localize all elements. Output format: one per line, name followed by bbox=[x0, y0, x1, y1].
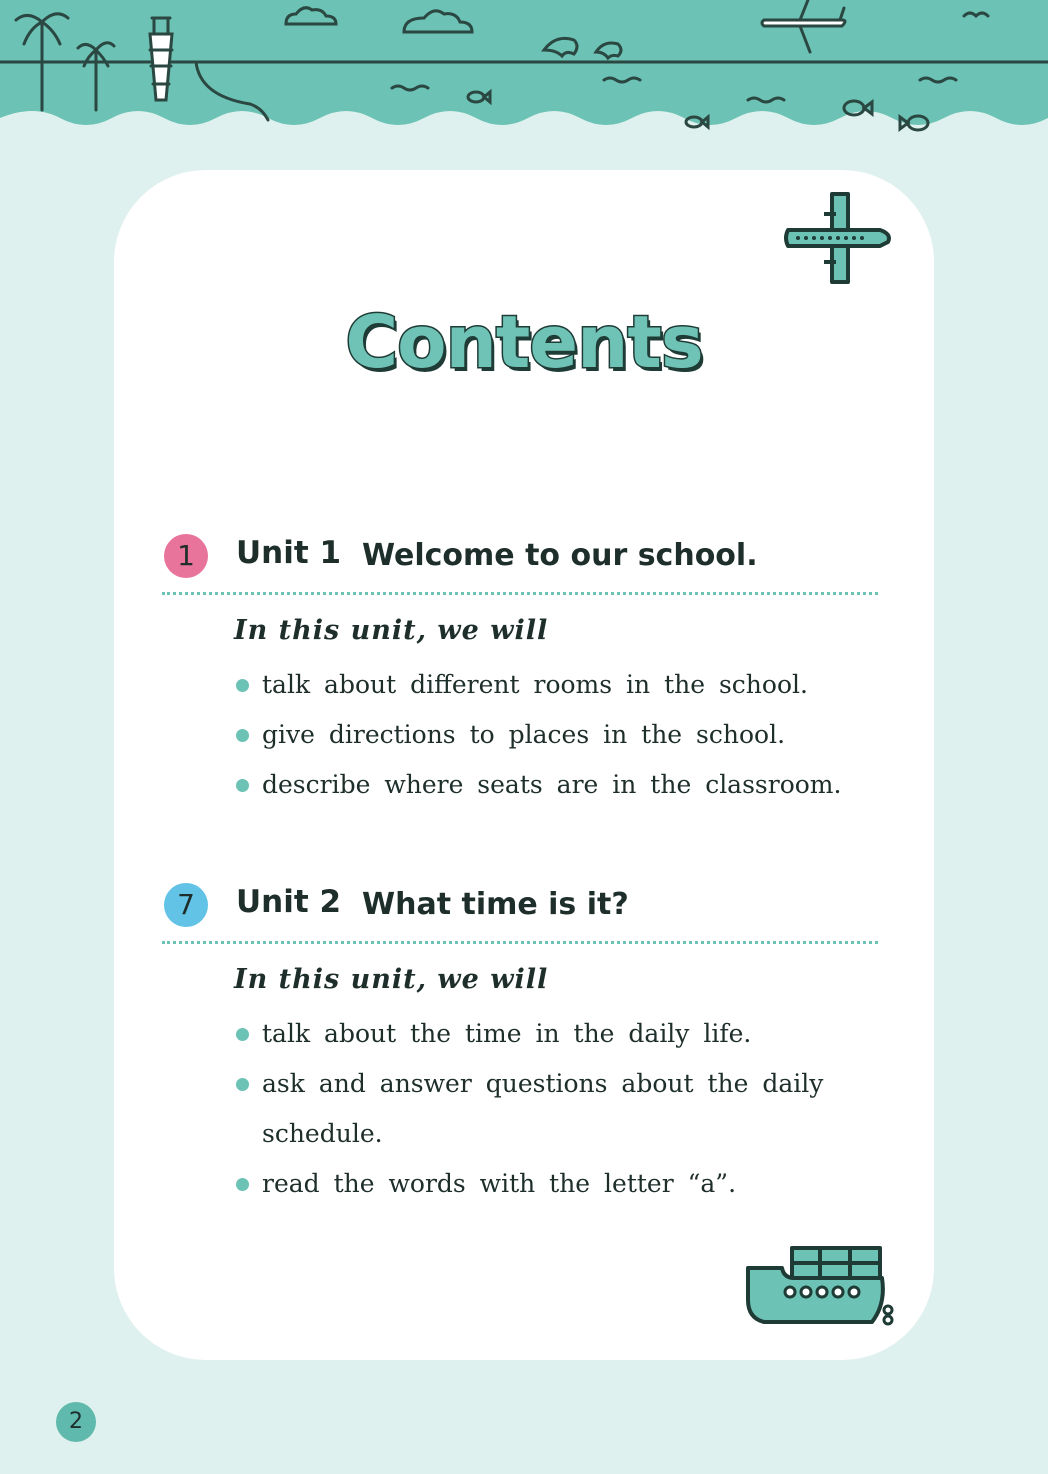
goal-text: give directions to places in the school. bbox=[262, 720, 786, 749]
unit-entry[interactable] bbox=[162, 881, 878, 1209]
unit-intro: In this unit, we will bbox=[234, 615, 549, 646]
unit-label: Unit 2 bbox=[236, 884, 342, 920]
unit-header bbox=[162, 532, 878, 592]
goal-text: talk about different rooms in the school. bbox=[262, 670, 808, 699]
unit-entry[interactable] bbox=[162, 532, 878, 810]
bullet-icon bbox=[236, 679, 249, 692]
bullet-icon bbox=[236, 1178, 249, 1191]
goal-text: talk about the time in the daily life. bbox=[262, 1019, 752, 1048]
page-title: Contents bbox=[345, 300, 703, 384]
bullet-icon bbox=[236, 1078, 249, 1091]
unit-title: What time is it? bbox=[362, 887, 629, 922]
list-item bbox=[234, 660, 878, 710]
goal-text: ask and answer questions about the daily schedule. bbox=[262, 1069, 824, 1148]
ocean-banner bbox=[0, 0, 1048, 150]
goal-text: describe where seats are in the classroom. bbox=[262, 770, 842, 799]
goal-text: read the words with the letter “a”. bbox=[262, 1169, 737, 1198]
ship-icon bbox=[744, 1244, 894, 1330]
list-item bbox=[234, 760, 878, 810]
unit-intro: In this unit, we will bbox=[234, 964, 549, 995]
list-item bbox=[234, 1159, 824, 1209]
bullet-icon bbox=[236, 1028, 249, 1041]
goal-list bbox=[234, 1009, 824, 1209]
list-item bbox=[234, 1059, 824, 1159]
list-item bbox=[234, 1009, 824, 1059]
airplane-icon bbox=[784, 190, 894, 286]
unit-label: Unit 1 bbox=[236, 535, 342, 571]
page-number: 2 bbox=[56, 1402, 96, 1442]
list-item bbox=[234, 710, 878, 760]
dotted-divider bbox=[162, 941, 878, 944]
bullet-icon bbox=[236, 729, 249, 742]
bullet-icon bbox=[236, 779, 249, 792]
goal-list bbox=[234, 660, 878, 810]
unit-title: Welcome to our school. bbox=[362, 538, 758, 573]
dotted-divider bbox=[162, 592, 878, 595]
unit-header bbox=[162, 881, 878, 941]
page-badge: 7 bbox=[164, 883, 208, 927]
page-badge: 1 bbox=[164, 534, 208, 578]
